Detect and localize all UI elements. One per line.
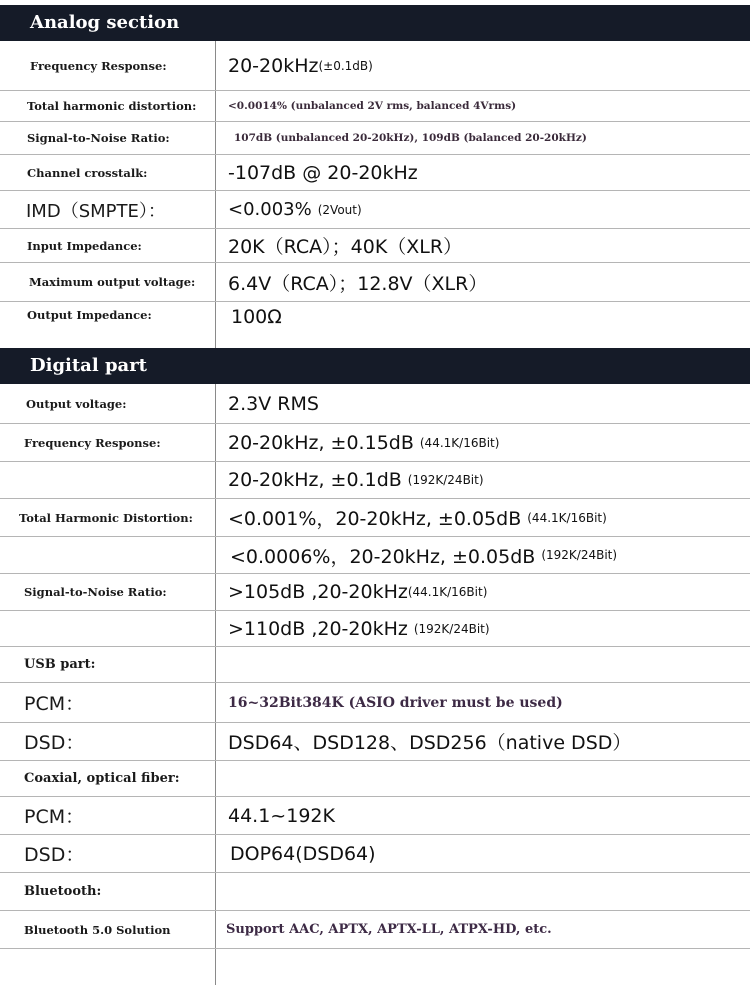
spec-value: >105dB ,20-20kHz — [228, 581, 408, 603]
spec-label: PCM： — [24, 806, 85, 828]
spec-row — [0, 229, 750, 263]
spec-value: 107dB (unbalanced 20-20kHz), 109dB (balanced 20-20kHz) — [234, 132, 587, 144]
spec-label: Signal-to-Noise Ratio: — [27, 131, 170, 145]
spec-label: Signal-to-Noise Ratio: — [24, 585, 167, 599]
spec-label: Output Impedance: — [27, 308, 152, 322]
spec-value: DOP64(DSD64) — [230, 842, 376, 865]
spec-row — [0, 41, 750, 91]
spec-row — [0, 537, 750, 574]
spec-label: Coaxial, optical fiber: — [24, 771, 180, 786]
spec-value: 2.3V RMS — [228, 392, 319, 415]
spec-value: DSD64、DSD128、DSD256（native DSD） — [228, 732, 632, 754]
spec-label: DSD： — [24, 844, 85, 866]
spec-label: Total harmonic distortion: — [27, 99, 197, 113]
spec-value: 20K（RCA）；40K（XLR） — [228, 236, 463, 258]
spec-row — [0, 263, 750, 302]
spec-value: <0.0006%，20-20kHz, ±0.05dB — [230, 545, 536, 568]
analog-section-header: Analog section — [0, 5, 750, 41]
spec-row — [0, 647, 750, 683]
spec-row — [0, 761, 750, 797]
spec-value: 44.1~192K — [228, 804, 335, 827]
spec-row — [0, 835, 750, 873]
spec-value: <0.0014% (unbalanced 2V rms, balanced 4Vrms) — [228, 100, 517, 112]
spec-row — [0, 949, 750, 985]
spec-value: 20-20kHz, ±0.1dB — [228, 469, 402, 491]
spec-value: 100Ω — [231, 306, 282, 328]
spec-row — [0, 384, 750, 424]
spec-note: (192K/24Bit) — [413, 621, 490, 636]
spec-value: -107dB @ 20-20kHz — [228, 161, 418, 184]
spec-note: (44.1K/16Bit) — [527, 510, 607, 525]
spec-row — [0, 873, 750, 911]
spec-row — [0, 424, 750, 462]
spec-value: Support AAC, APTX, APTX-LL, ATPX-HD, etc. — [226, 922, 552, 937]
spec-note: (2Vout) — [317, 202, 362, 217]
spec-value: 20-20kHz — [228, 54, 319, 77]
spec-row — [0, 723, 750, 761]
spec-label: Total Harmonic Distortion: — [19, 510, 193, 525]
spec-row — [0, 574, 750, 611]
spec-row — [0, 91, 750, 122]
spec-label: Frequency Response: — [30, 58, 167, 73]
digital-section-header: Digital part — [0, 348, 750, 384]
spec-row — [0, 155, 750, 191]
spec-label: Input Impedance: — [27, 238, 142, 253]
spec-label: Channel crosstalk: — [27, 165, 148, 180]
spec-row — [0, 302, 750, 348]
spec-row — [0, 191, 750, 229]
spec-note: (±0.1dB) — [318, 58, 373, 73]
spec-row — [0, 499, 750, 537]
spec-label: Maximum output voltage: — [29, 275, 196, 289]
spec-label: DSD： — [24, 732, 85, 754]
spec-note: (44.1K/16Bit) — [419, 435, 500, 450]
spec-label: PCM： — [24, 693, 85, 715]
spec-value: >110dB ,20-20kHz — [228, 617, 408, 640]
spec-note: (44.1K/16Bit) — [407, 585, 488, 599]
spec-row — [0, 462, 750, 499]
spec-row — [0, 797, 750, 835]
spec-label: Bluetooth 5.0 Solution — [24, 922, 171, 937]
spec-row — [0, 911, 750, 949]
spec-label: Output voltage: — [26, 396, 127, 411]
spec-note: (192K/24Bit) — [541, 548, 618, 562]
spec-note: (192K/24Bit) — [407, 473, 484, 487]
spec-value: <0.001%，20-20kHz, ±0.05dB — [228, 508, 522, 530]
spec-label: IMD（SMPTE）： — [26, 200, 166, 222]
spec-value: 6.4V（RCA）；12.8V（XLR） — [228, 272, 488, 295]
spec-value: 20-20kHz, ±0.15dB — [228, 431, 414, 454]
spec-label: Frequency Response: — [24, 435, 161, 450]
spec-value: 16~32Bit384K (ASIO driver must be used) — [228, 694, 563, 711]
spec-label: Bluetooth: — [24, 884, 102, 899]
spec-row — [0, 611, 750, 647]
spec-label: USB part: — [24, 657, 96, 672]
spec-row — [0, 122, 750, 155]
spec-row — [0, 683, 750, 723]
spec-value: <0.003% — [228, 199, 312, 220]
